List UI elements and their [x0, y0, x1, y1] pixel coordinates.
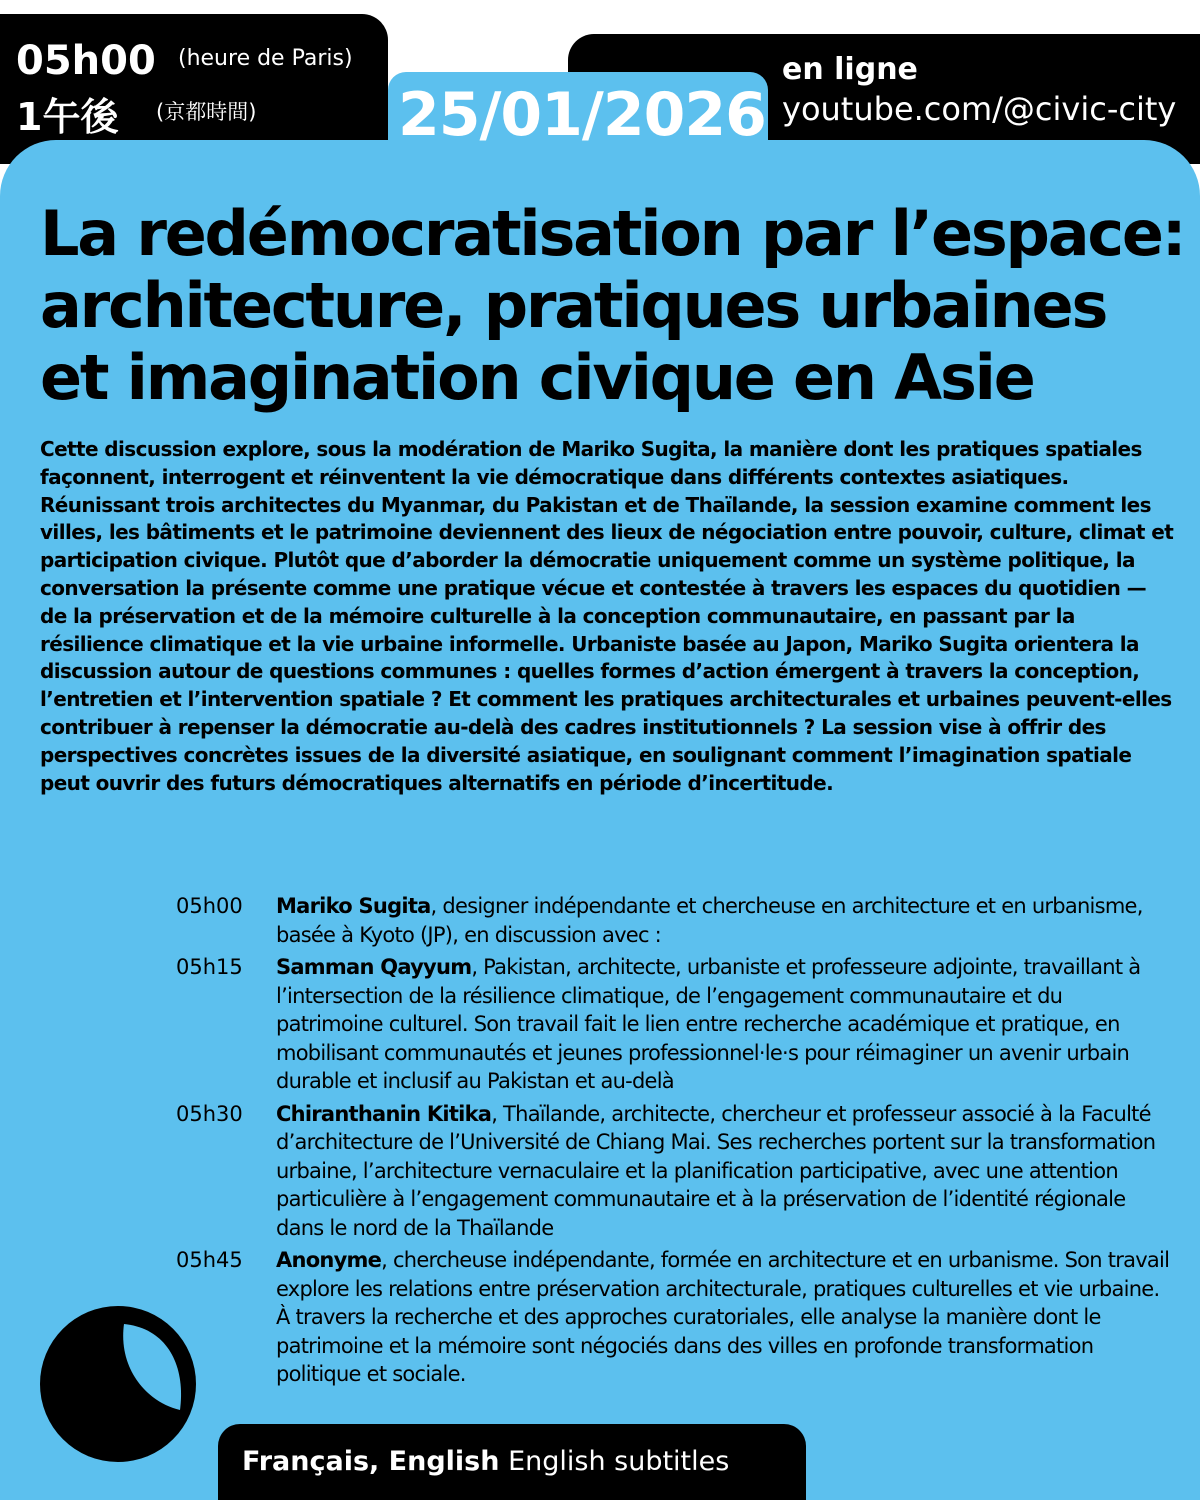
- schedule-entry: [276, 1100, 1171, 1243]
- event-date: 25/01/2026: [398, 80, 766, 150]
- event-description: Cette discussion explore, sous la modération de Mariko Sugita, la manière dont les pratiques spatiales façonnent, interrogent et réinventent la vie démocratique dans différents contextes asiatiques. Réunissant trois architectes du Myanmar, du Pakistan et de Thaïlande, la session examine comment les villes, les bâtiments et le patrimoine deviennent des lieux de négociation entre pouvoir, culture, climat et participation civique. Plutôt que d’aborder la démocratie uniquement comme un système politique, la conversation la présente comme une pratique vécue et contestée à travers les espaces du quotidien — de la préservation et de la mémoire culturelle à la conception communautaire, en passant par la résilience climatique et la vie urbaine informelle. Urbaniste basée au Japon, Mariko Sugita orientera la discussion autour de questions communes : quelles formes d’action émergent à travers la conception, l’entretien et l’intervention spatiale ? Et comment les pratiques architecturales et urbaines peuvent-elles contribuer à repenser la démocratie au-delà des cadres institutionnels ? La session vise à offrir des perspectives concrètes issues de la diversité asiatique, en soulignant comment l’imagination spatiale peut ouvrir des futurs démocratiques alternatifs en période d’incertitude.: [40, 437, 1174, 795]
- speaker-name: Anonyme: [276, 1248, 382, 1272]
- speaker-name: Mariko Sugita: [276, 894, 431, 918]
- speaker-name: Samman Qayyum: [276, 955, 472, 979]
- schedule-row: [176, 892, 1176, 949]
- moon-logo-icon: [40, 1306, 196, 1462]
- language-info: [242, 1446, 729, 1477]
- location-label: en ligne: [782, 52, 918, 87]
- schedule-entry: [276, 1246, 1171, 1389]
- time-paris-note: (heure de Paris): [178, 46, 353, 71]
- time-kyoto: 1午後: [16, 95, 119, 139]
- speaker-bio: , designer indépendante et chercheuse en architecture et en urbanisme, basée à Kyoto (JP), en discussion avec :: [276, 894, 1143, 947]
- schedule-row: [176, 953, 1176, 1096]
- subtitles: English subtitles: [508, 1446, 730, 1477]
- time-kyoto-note: (京都時間): [156, 100, 257, 124]
- event-title: La redémocratisation par l’espace: architecture, pratiques urbaines et imagination civique en Asie: [40, 197, 1185, 414]
- schedule-time: 05h30: [176, 1101, 243, 1126]
- languages: Français, English: [242, 1446, 500, 1477]
- speaker-bio: , chercheuse indépendante, formée en architecture et en urbanisme. Son travail explore les relations entre préservation architecturale, pratiques culturelles et vie urbaine. À travers la recherche et des approches curatoriales, elle analyse la manière dont le patrimoine et la mémoire sont négociés dans des villes en profonde transformation politique et sociale.: [276, 1248, 1170, 1386]
- schedule-entry: [276, 892, 1171, 949]
- schedule-row: [176, 1246, 1176, 1389]
- speaker-bio: , Pakistan, architecte, urbaniste et professeure adjointe, travaillant à l’intersection de la résilience climatique, de l’engagement communautaire et du patrimoine culturel. Son travail fait le lien entre recherche académique et pratique, en mobilisant communautés et jeunes professionnel·le·s pour réimaginer un avenir urbain durable et inclusif au Pakistan et au-delà: [276, 955, 1141, 1093]
- schedule: [176, 892, 1176, 1393]
- youtube-link[interactable]: youtube.com/@civic-city: [782, 90, 1177, 128]
- speaker-name: Chiranthanin Kitika: [276, 1101, 492, 1126]
- schedule-entry: [276, 953, 1171, 1096]
- schedule-time: 05h00: [176, 894, 243, 918]
- speaker-bio: , Thaïlande, architecte, chercheur et professeur associé à la Faculté d’architecture de l’Université de Chiang Mai. Ses recherches portent sur la transformation urbaine, l’architecture vernaculaire et la planification participative, avec une attention particulière à l’engagement communautaire et à la préservation de l’identité régionale dans le nord de la Thaïlande: [276, 1101, 1156, 1240]
- schedule-time: 05h15: [176, 955, 243, 979]
- schedule-row: [176, 1100, 1176, 1243]
- time-paris: 05h00: [16, 38, 156, 84]
- schedule-time: 05h45: [176, 1248, 243, 1272]
